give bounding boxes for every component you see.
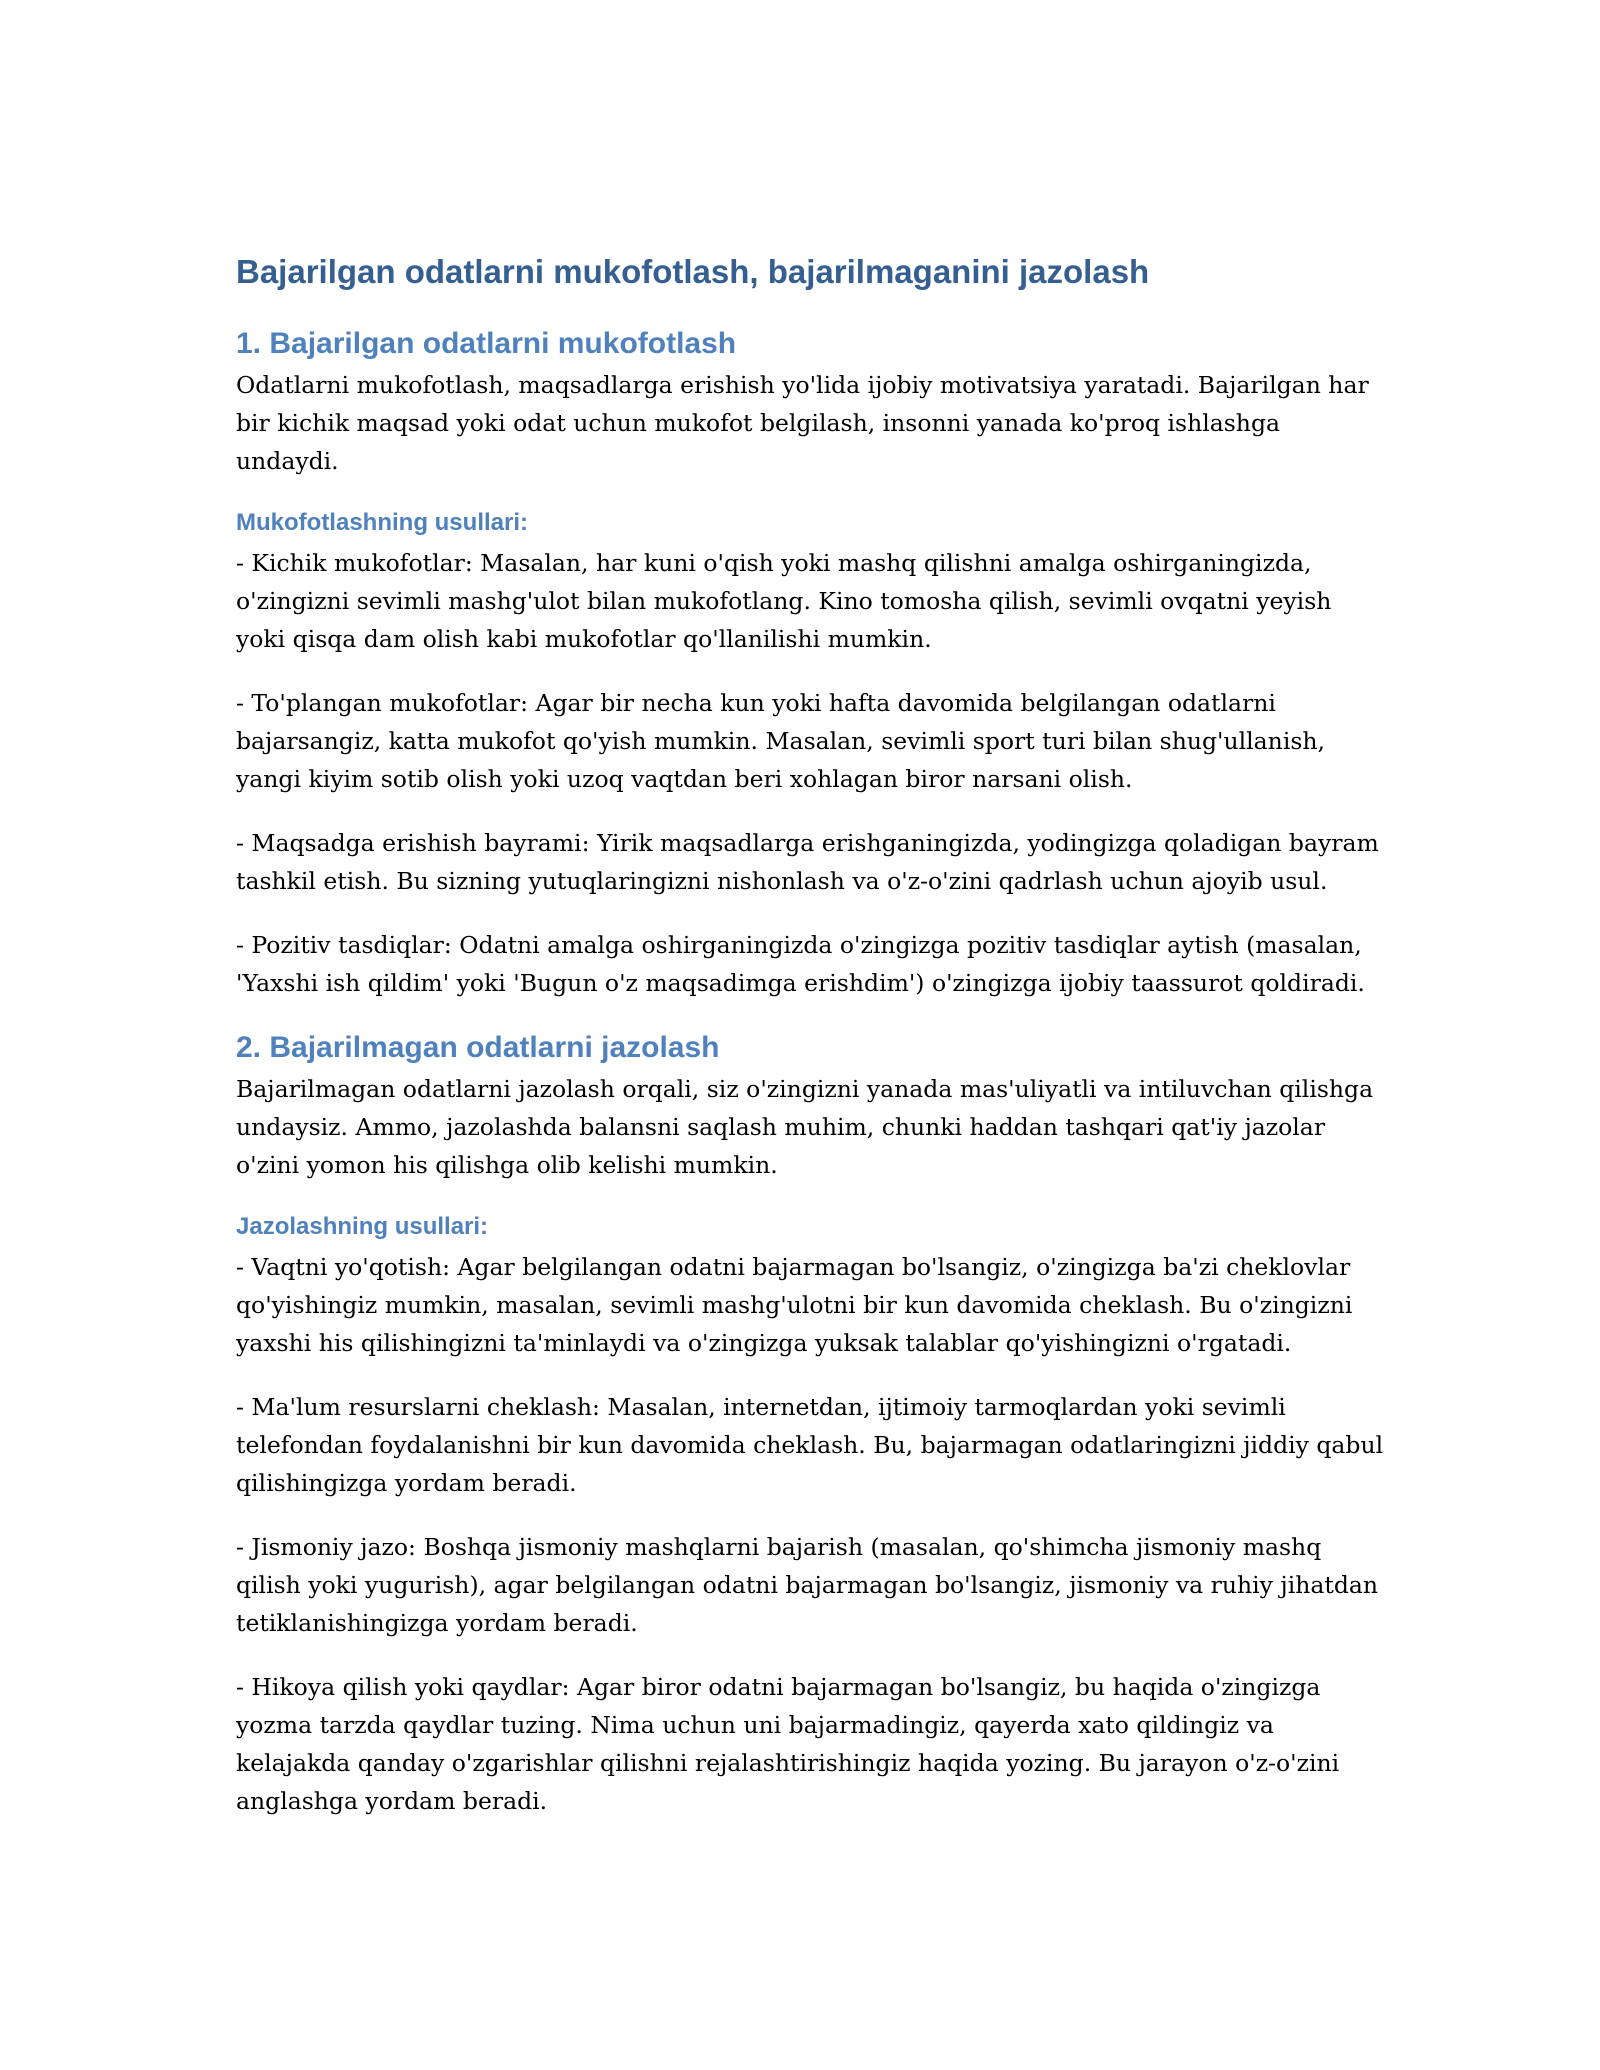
document-page: [236, 250, 1386, 1846]
section-intro-rewards: Odatlarni mukofotlash, maqsadlarga erishish yo'lida ijobiy motivatsiya yaratadi. Bajarilgan har bir kichik maqsad yoki odat uchun mukofot belgilash, insonni yanada ko'proq ishlashga undaydi.: [236, 371, 1369, 475]
reward-item-celebration: - Maqsadga erishish bayrami: Yirik maqsadlarga erishganingizda, yodingizga qoladigan bayram tashkil etish. Bu sizning yutuqlaringizni nishonlash va o'z-o'zini qadrlash uchun ajoyib usul.: [236, 829, 1379, 895]
punishment-item-journaling: - Hikoya qilish yoki qaydlar: Agar biror odatni bajarmagan bo'lsangiz, bu haqida o'zingizga yozma tarzda qaydlar tuzing. Nima uchun uni bajarmadingiz, qayerda xato qildingiz va kelajakda qanday o'zgarishlar qilishni rejalashtirishingiz haqida yozing. Bu jarayon o'z-o'zini anglashga yordam beradi.: [236, 1673, 1340, 1815]
punishment-item-physical: - Jismoniy jazo: Boshqa jismoniy mashqlarni bajarish (masalan, qo'shimcha jismoniy mashq qilish yoki yugurish), agar belgilangan odatni bajarmagan bo'lsangiz, jismoniy va ruhiy jihatdan tetiklanishingizga yordam beradi.: [236, 1533, 1379, 1637]
section-punishments: [236, 1028, 1386, 1820]
punishment-item-resource-limit: - Ma'lum resurslarni cheklash: Masalan, internetdan, ijtimoiy tarmoqlardan yoki sevimli telefondan foydalanishni bir kun davomida cheklash. Bu, bajarmagan odatlaringizni jiddiy qabul qilishingizga yordam beradi.: [236, 1393, 1384, 1497]
section-rewards: [236, 324, 1386, 1002]
section-heading-rewards: 1. Bajarilgan odatlarni mukofotlash: [236, 327, 737, 360]
subheading-punishment-methods: Jazolashning usullari:: [236, 1213, 489, 1240]
reward-item-accumulated: - To'plangan mukofotlar: Agar bir necha kun yoki hafta davomida belgilangan odatlarni bajarsangiz, katta mukofot qo'yish mumkin. Masalan, sevimli sport turi bilan shug'ullanish, yangi kiyim sotib olish yoki uzoq vaqtdan beri xohlagan biror narsani olish.: [236, 689, 1325, 793]
section-intro-punishments: Bajarilmagan odatlarni jazolash orqali, siz o'zingizni yanada mas'uliyatli va intiluvchan qilishga undaysiz. Ammo, jazolashda balansni saqlash muhim, chunki haddan tashqari qat'iy jazolar o'zini yomon his qilishga olib kelishi mumkin.: [236, 1075, 1374, 1179]
document-title: Bajarilgan odatlarni mukofotlash, bajarilmaganini jazolash: [236, 253, 1150, 290]
reward-item-small: - Kichik mukofotlar: Masalan, har kuni o'qish yoki mashq qilishni amalga oshirganingizda, o'zingizni sevimli mashg'ulot bilan mukofotlang. Kino tomosha qilish, sevimli ovqatni yeyish yoki qisqa dam olish kabi mukofotlar qo'llanilishi mumkin.: [236, 549, 1332, 653]
punishment-item-time-loss: - Vaqtni yo'qotish: Agar belgilangan odatni bajarmagan bo'lsangiz, o'zingizga ba'zi cheklovlar qo'yishingiz mumkin, masalan, sevimli mashg'ulotni bir kun davomida cheklash. Bu o'zingizni yaxshi his qilishingizni ta'minlaydi va o'zingizga yuksak talablar qo'yishingizni o'rgatadi.: [236, 1253, 1353, 1357]
section-heading-punishments: 2. Bajarilmagan odatlarni jazolash: [236, 1031, 720, 1064]
subheading-reward-methods: Mukofotlashning usullari:: [236, 509, 528, 536]
reward-item-affirmations: - Pozitiv tasdiqlar: Odatni amalga oshirganingizda o'zingizga pozitiv tasdiqlar aytish (masalan, 'Yaxshi ish qildim' yoki 'Bugun o'z maqsadimga erishdim') o'zingizga ijobiy taassurot qoldiradi.: [236, 931, 1365, 997]
